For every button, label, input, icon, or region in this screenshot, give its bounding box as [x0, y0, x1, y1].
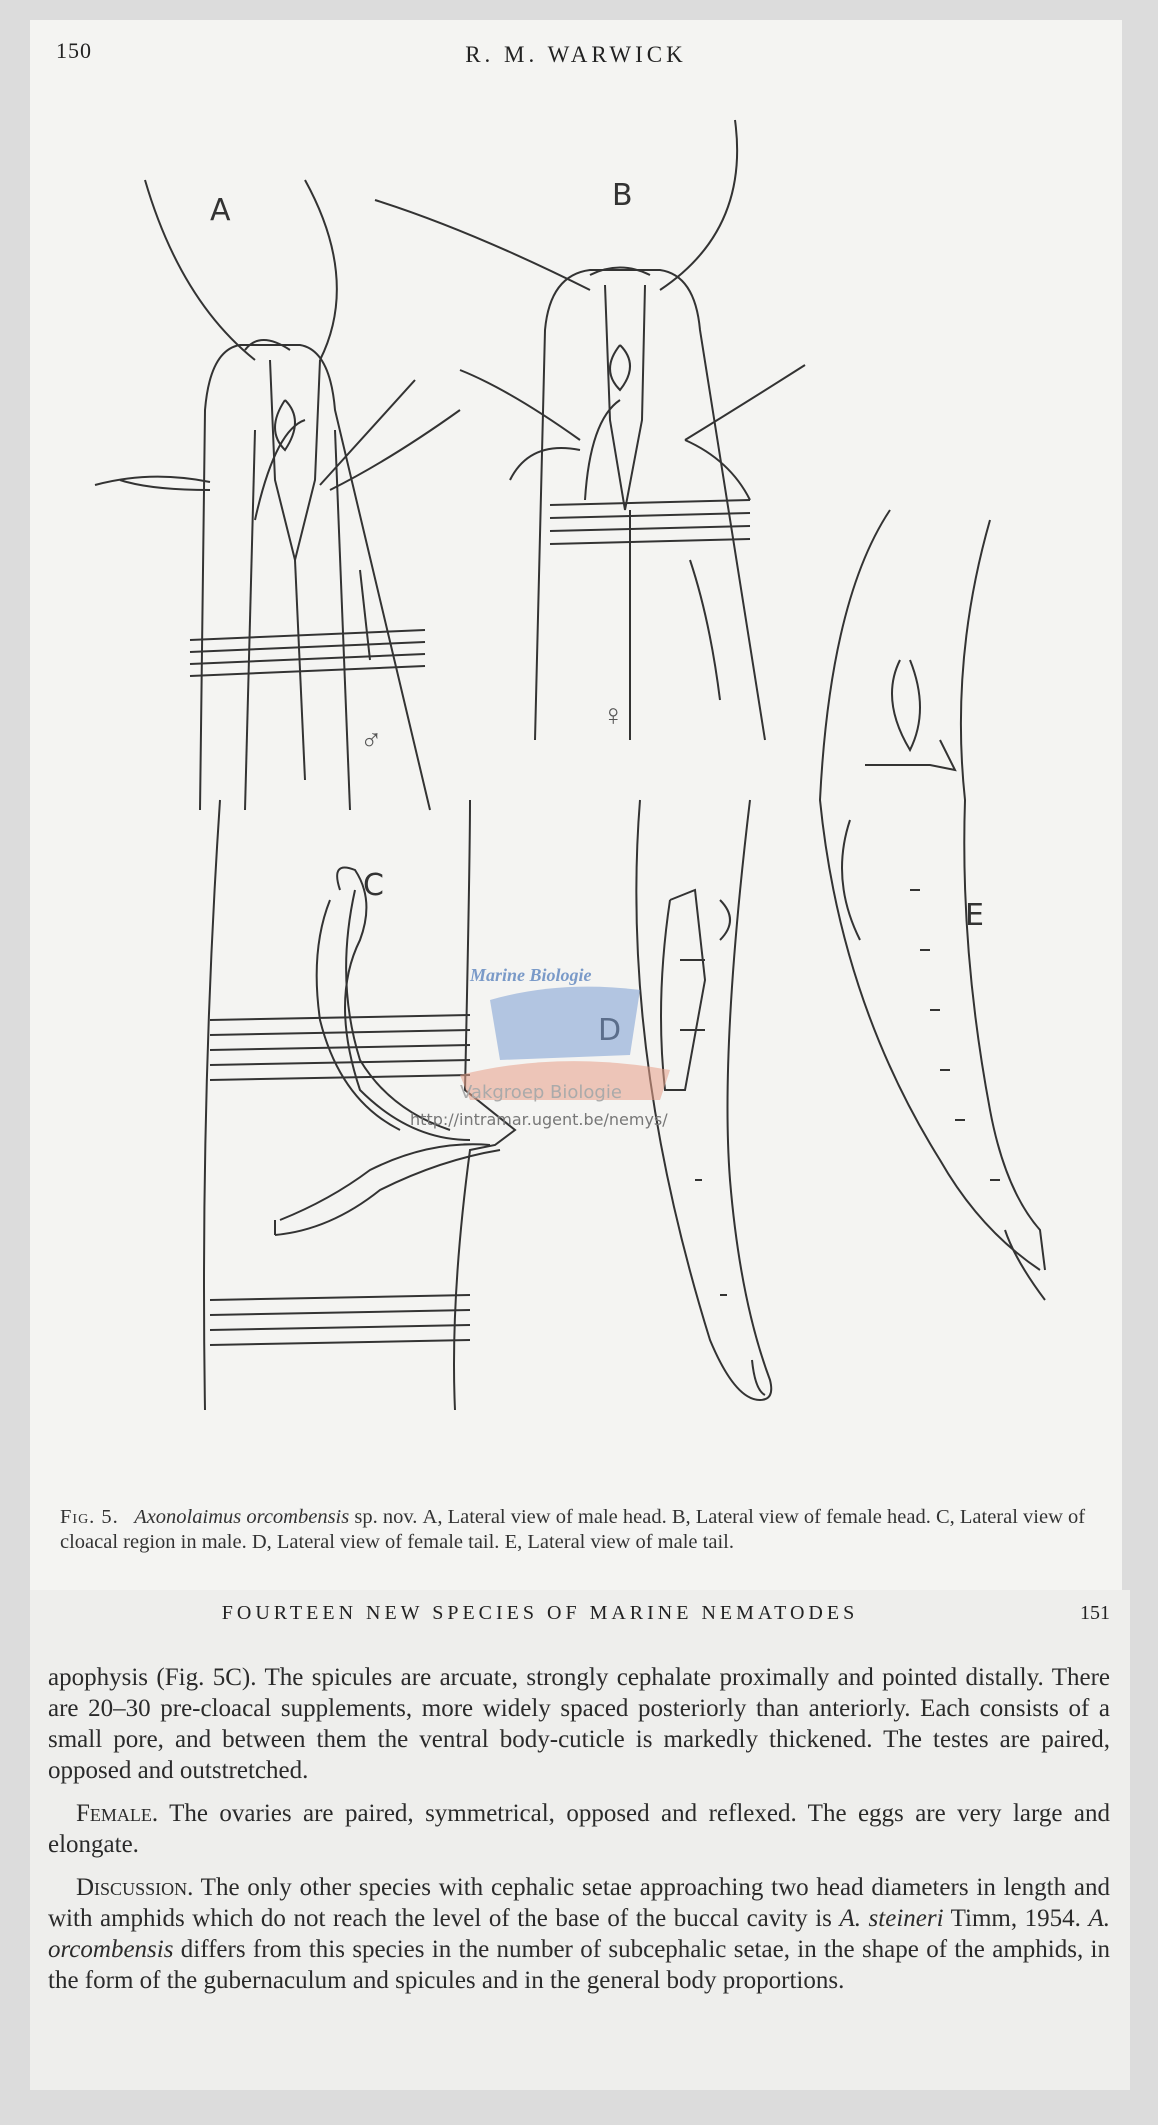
svg-text:♀: ♀: [602, 699, 625, 732]
page-151: [30, 1590, 1130, 2090]
figure-caption: [60, 1505, 1098, 1555]
caption-d: D: [251, 1531, 267, 1553]
caption-c: C: [935, 1506, 950, 1528]
watermark-url[interactable]: http://intramar.ugent.be/nemys/: [410, 1110, 668, 1129]
caption-text-1: sp. nov.: [349, 1506, 423, 1528]
caption-d-text: , Lateral view of female tail.: [266, 1531, 505, 1553]
caption-e: E: [504, 1531, 518, 1553]
discussion-text-c: differs from this species in the number of subcephalic setae, in the shape of the amphids, in the form of the gubernaculum and spicules and in the general body proportions.: [48, 1936, 1110, 1994]
running-head: R. M. WARWICK: [465, 42, 687, 67]
panel-e-drawing: [820, 510, 1045, 1300]
panel-label-b: B: [612, 178, 633, 213]
caption-species: Axonolaimus orcombensis: [134, 1506, 350, 1528]
page-number: 151: [1080, 1602, 1110, 1624]
caption-a: A: [422, 1506, 438, 1528]
page-number: 150: [56, 38, 92, 63]
caption-a-text: , Lateral view of male head.: [437, 1506, 672, 1528]
section-head-female: Female.: [76, 1800, 159, 1827]
caption-c-text: , Lateral view of cloacal region in male.: [60, 1506, 1086, 1553]
caption-label: Fig. 5.: [60, 1506, 119, 1528]
caption-b-text: , Lateral view of female head.: [685, 1506, 936, 1528]
running-head: FOURTEEN NEW SPECIES OF MARINE NEMATODES: [221, 1602, 859, 1624]
caption-b: B: [671, 1506, 686, 1528]
paragraph-female-text: The ovaries are paired, symmetrical, opposed and reflexed. The eggs are very large and elongate.: [48, 1800, 1110, 1858]
body-text: [48, 1662, 1110, 2008]
panel-b-drawing: [375, 120, 805, 740]
caption-e-text: , Lateral view of male tail.: [517, 1531, 734, 1553]
discussion-text-a: The only other species with cephalic setae approaching two head diameters in length and with amphids which do not reach the level of the base of the buccal cavity is: [48, 1874, 1110, 1932]
watermark-subtext: Vakgroep Biologie: [460, 1082, 622, 1103]
panel-label-c: C: [363, 868, 384, 903]
paragraph-1: apophysis (Fig. 5C). The spicules are arcuate, strongly cephalate proximally and pointed distally. There are 20–30 pre-cloacal supplements, more widely spaced posteriorly than anteriorly. Each consists of a small pore, and between them the ventral body-cuticle is markedly thickened. The testes are paired, opposed and outstretched.: [48, 1664, 1110, 1784]
species-steineri: A. steineri: [839, 1905, 944, 1932]
species-orcombensis: A. orcombensis: [48, 1905, 1111, 1963]
watermark-text: Marine Biologie: [470, 965, 592, 985]
figure-5: [30, 100, 1122, 1510]
panel-a-drawing: [95, 180, 460, 810]
paragraph-discussion: [48, 1872, 1110, 1996]
page-150: [30, 20, 1122, 1590]
panel-label-a: A: [210, 193, 231, 228]
svg-text:♂: ♂: [360, 724, 383, 757]
section-head-discussion: Discussion.: [76, 1874, 194, 1901]
panel-label-e: E: [965, 898, 984, 933]
paragraph-female: [48, 1798, 1110, 1860]
discussion-text-b: Timm, 1954.: [943, 1905, 1089, 1932]
